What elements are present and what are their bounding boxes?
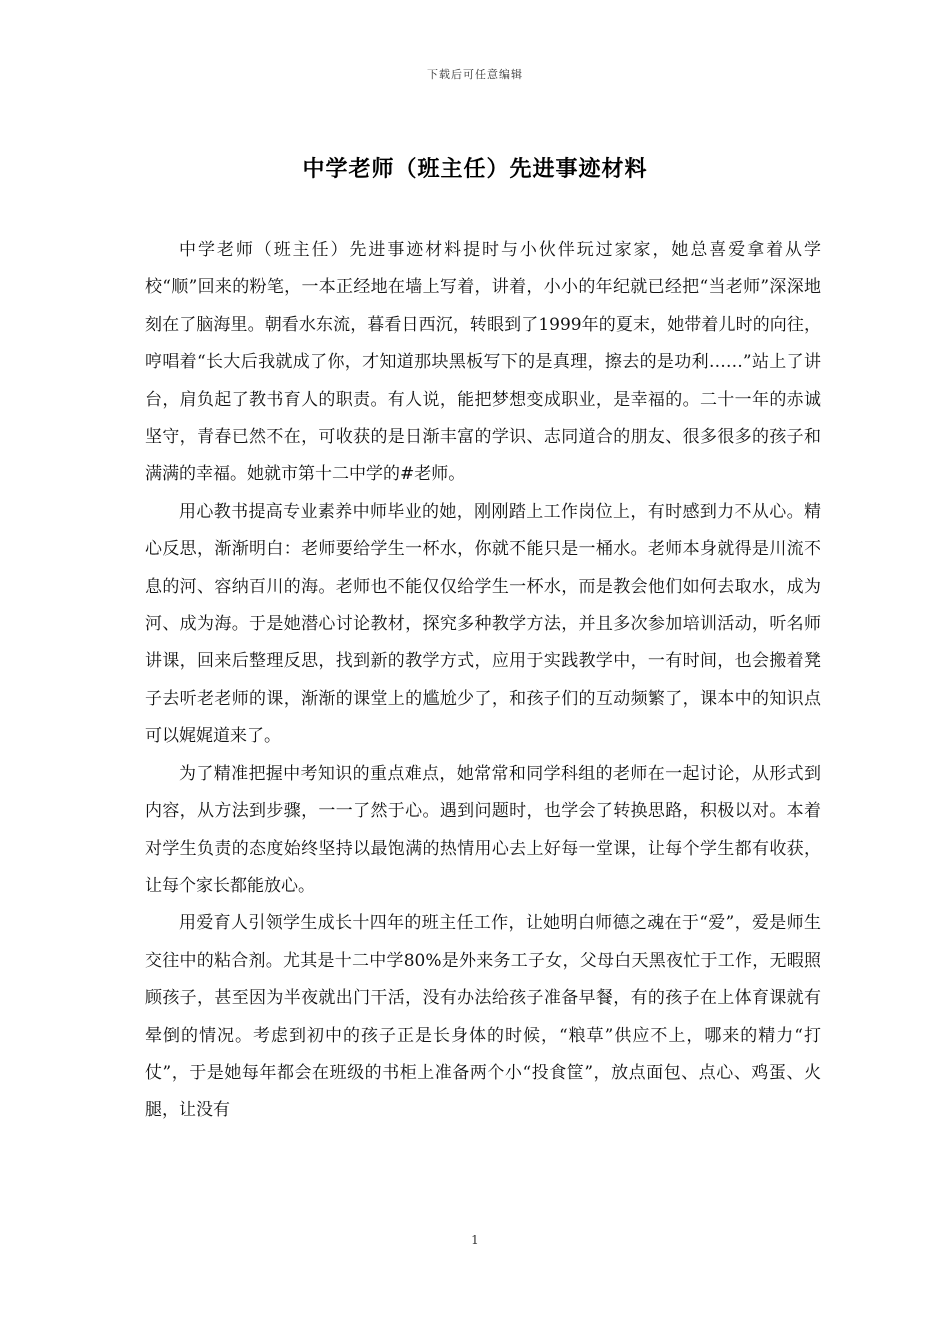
paragraph-1: 中学老师（班主任）先进事迹材料提时与小伙伴玩过家家，她总喜爱拿着从学校“顺”回来的粉笔，一本正经地在墙上写着，讲着，小小的年纪就已经把“当老师”深深地刻在了脑海里。朝看水东流，暮看日西沉，转眼到了1999年的夏末，她带着儿时的向往，哼唱着“长大后我就成了你，才知道那块黑板写下的是真理，擦去的是功利……”站上了讲台，肩负起了教书育人的职责。有人说，能把梦想变成职业，是幸福的。二十一年的赤诚坚守，青春已然不在，可收获的是日渐丰富的学识、志同道合的朋友、很多很多的孩子和满满的幸福。她就市第十二中学的#老师。 xyxy=(145,240,821,485)
paragraph-2: 用心教书提高专业素养中师毕业的她，刚刚踏上工作岗位上，有时感到力不从心。精心反思，渐渐明白：老师要给学生一杯水，你就不能只是一桶水。老师本身就得是川流不息的河、容纳百川的海。老师也不能仅仅给学生一杯水，而是教会他们如何去取水，成为河、成为海。于是她潜心讨论教材，探究多种教学方法，并且多次参加培训活动，听名师讲课，回来后整理反思，找到新的教学方式，应用于实践教学中，一有时间，也会搬着凳子去听老老师的课，渐渐的课堂上的尴尬少了，和孩子们的互动频繁了，课本中的知识点可以娓娓道来了。 xyxy=(145,501,821,747)
document-body xyxy=(145,232,821,1130)
header-note: 下载后可任意编辑 xyxy=(427,68,523,81)
page-number: 1 xyxy=(471,1233,479,1247)
paragraph-3: 为了精准把握中考知识的重点难点，她常常和同学科组的老师在一起讨论，从形式到内容，从方法到步骤，一一了然于心。遇到问题时，也学会了转换思路，积极以对。本着对学生负责的态度始终坚持以最饱满的热情用心去上好每一堂课，让每个学生都有收获，让每个家长都能放心。 xyxy=(145,763,821,896)
document-title: 中学老师（班主任）先进事迹材料 xyxy=(302,156,648,182)
paragraph-4: 用爱育人引领学生成长十四年的班主任工作，让她明白师德之魂在于“爱”，爱是师生交往中的粘合剂。尤其是十二中学80%是外来务工子女，父母白天黑夜忙于工作，无暇照顾孩子，甚至因为半夜就出门干活，没有办法给孩子准备早餐，有的孩子在上体育课就有晕倒的情况。考虑到初中的孩子正是长身体的时候，“粮草”供应不上，哪来的精力“打仗”，于是她每年都会在班级的书柜上准备两个小“投食筐”，放点面包、点心、鸡蛋、火腿，让没有 xyxy=(145,913,821,1121)
